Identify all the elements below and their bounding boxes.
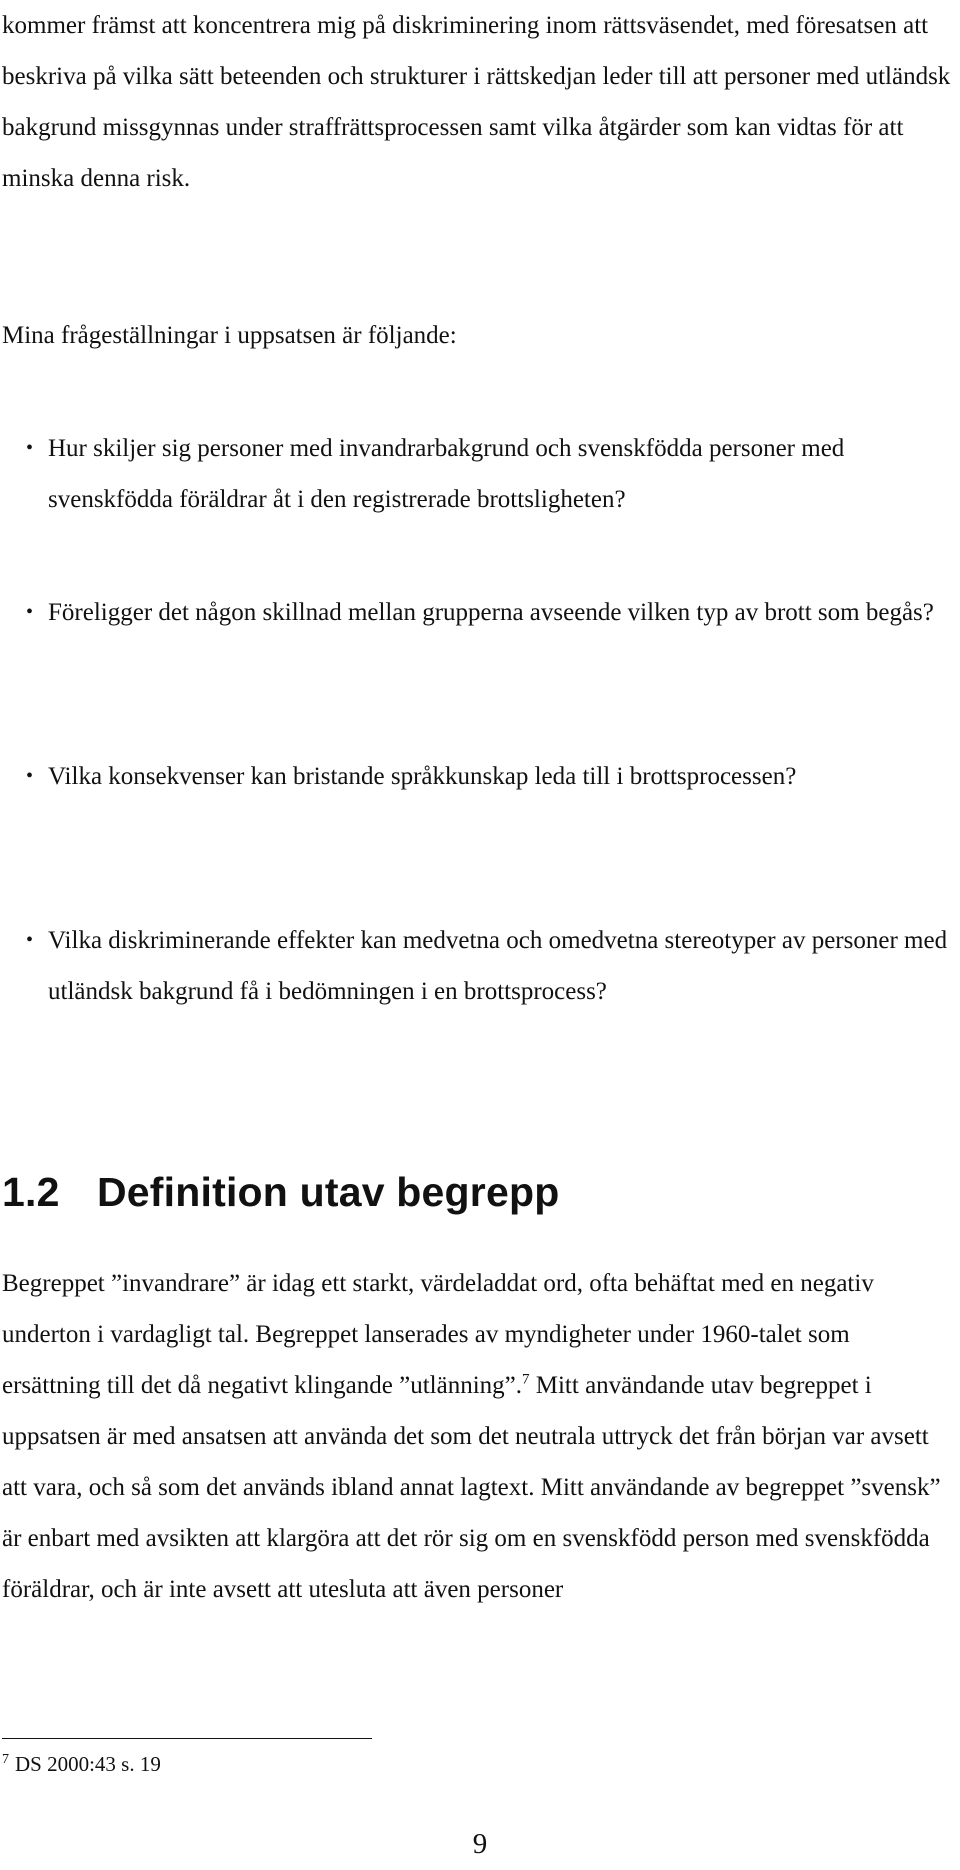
footnote-reference[interactable]: 7 [522, 1371, 530, 1388]
section-title: Definition utav begrepp [97, 1169, 560, 1215]
definition-paragraph [2, 1258, 952, 1615]
question-text: Vilka konsekvenser kan bristande språkkunskap leda till i brottsprocessen? [48, 763, 797, 790]
section-heading [2, 1162, 559, 1222]
bullet-icon: • [26, 437, 34, 459]
question-text: Hur skiljer sig personer med invandrarbakgrund och svenskfödda personer med svenskfödda föräldrar åt i den registrerade brottsligheten? [48, 435, 845, 513]
footnote-separator [2, 1738, 372, 1739]
footnote-number: 7 [2, 1752, 9, 1767]
bullet-icon: • [26, 765, 34, 787]
definition-text-part2: Mitt användande utav begreppet i uppsatsen är med ansatsen att använda det som det neutrala uttryck det från början var avsett att vara, och så som det används ibland annat lagtext. Mitt användande av begreppet ”svensk” är enbart med avsikten att klargöra att det rör sig om en svenskfödd person med svenskfödda föräldrar, och är inte avsett att utesluta att även personer [2, 1372, 941, 1603]
bullet-icon: • [26, 929, 34, 951]
questions-intro: Mina frågeställningar i uppsatsen är följande: [2, 322, 457, 349]
bullet-icon: • [26, 601, 34, 623]
definition-text-part1: Begreppet ”invandrare” är idag ett starkt, värdeladdat ord, ofta behäftat med en negativ underton i vardagligt tal. Begreppet lanserades av myndigheter under 1960-talet som ersättning till det då negativt klingande ”utlänning”. [2, 1270, 874, 1399]
question-text: Vilka diskriminerande effekter kan medvetna och omedvetna stereotyper av personer med utländsk bakgrund få i bedömningen i en brottsprocess? [48, 927, 948, 1005]
intro-paragraph: kommer främst att koncentrera mig på diskriminering inom rättsväsendet, med föresatsen att beskriva på vilka sätt beteenden och strukturer i rättskedjan leder till att personer med utländsk bakgrund missgynnas under straffrättsprocessen samt vilka åtgärder som kan vidtas för att minska denna risk. [2, 12, 951, 192]
footnote [2, 1746, 161, 1782]
question-text: Föreligger det någon skillnad mellan grupperna avseende vilken typ av brott som begås? [48, 599, 934, 626]
section-number: 1.2 [2, 1169, 60, 1215]
page-number: 9 [472, 1828, 488, 1860]
footnote-text: DS 2000:43 s. 19 [15, 1752, 161, 1776]
